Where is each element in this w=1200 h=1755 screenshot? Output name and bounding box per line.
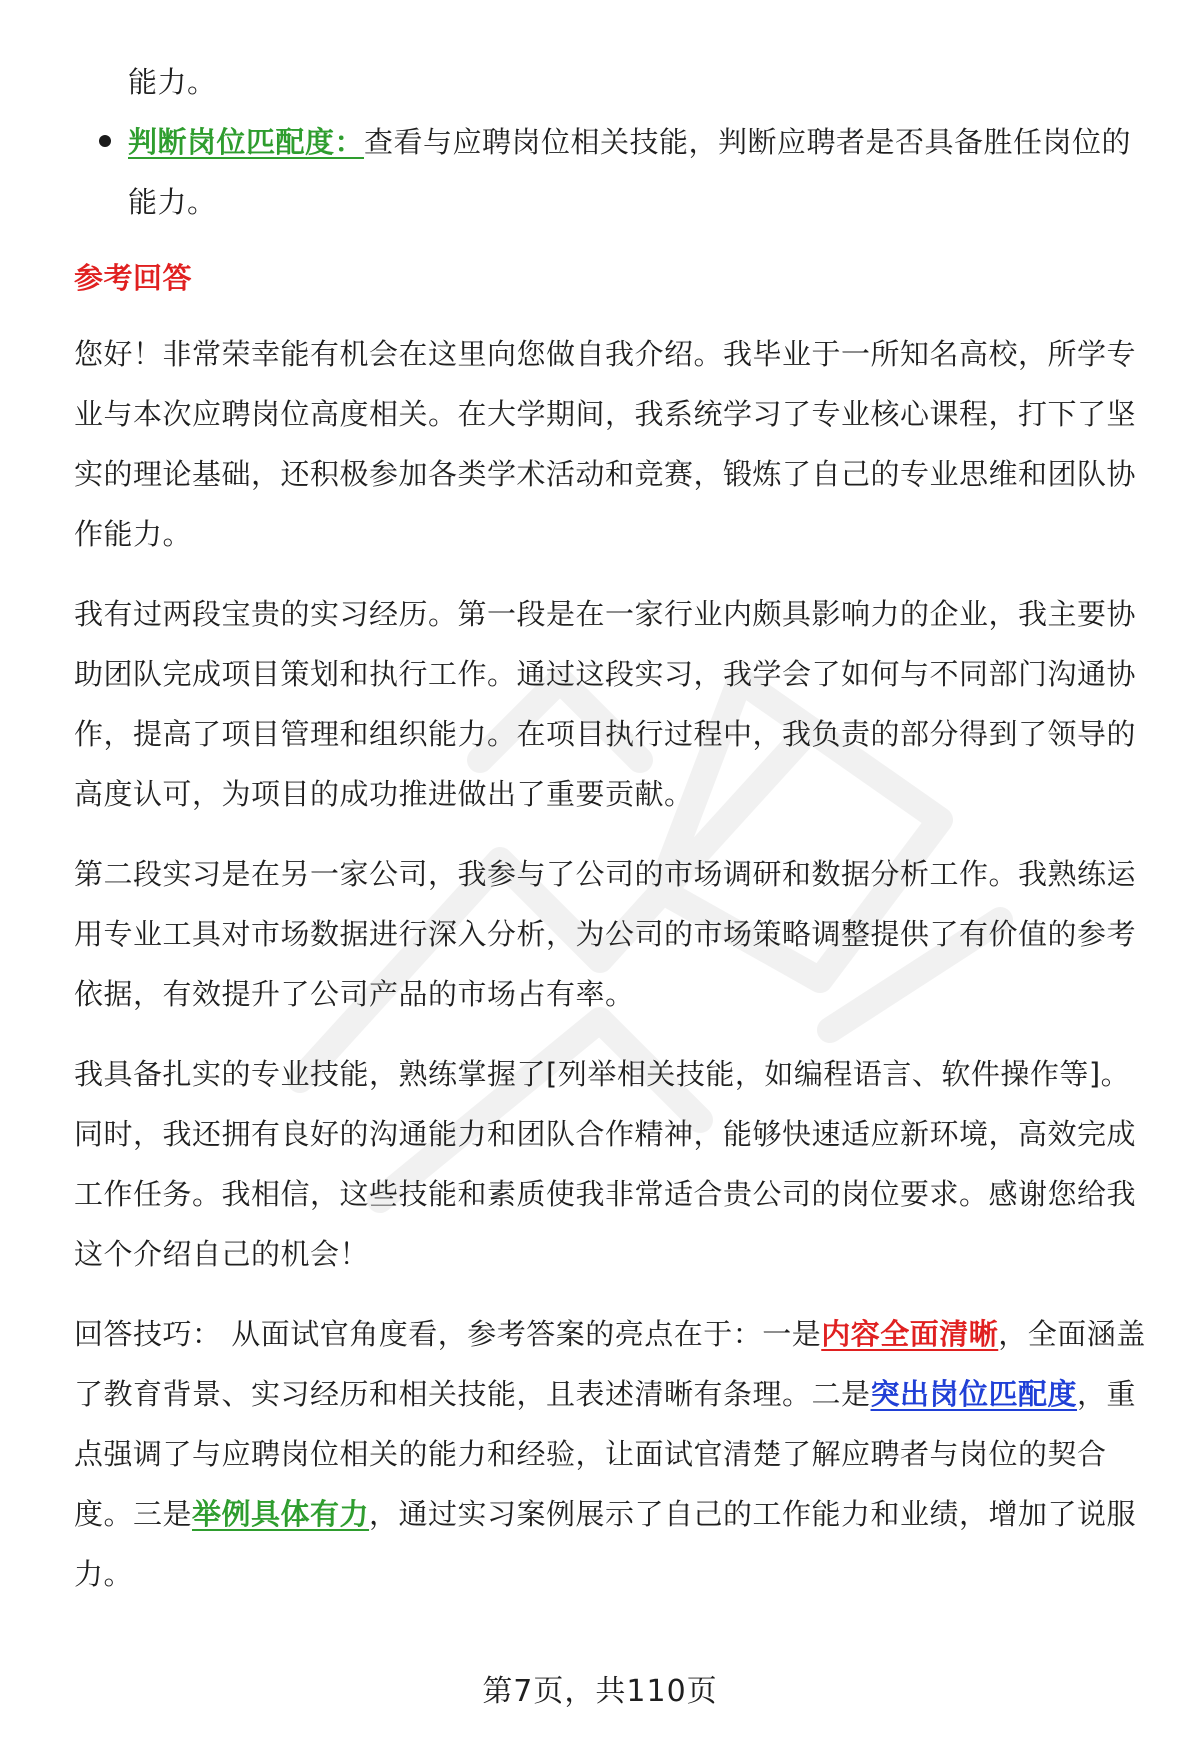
paragraph-1 bbox=[74, 324, 1154, 564]
paragraph-line: 同时，我还拥有良好的沟通能力和团队合作精神，能够快速适应新环境，高效完成 bbox=[74, 1117, 1137, 1151]
keyword-concrete-examples: 举例具体有力 bbox=[192, 1497, 370, 1531]
bullet-dot-icon bbox=[99, 135, 111, 147]
keyword-highlight-match: 突出岗位匹配度 bbox=[870, 1377, 1078, 1411]
paragraph-2 bbox=[74, 584, 1154, 824]
paragraph-line: 我具备扎实的专业技能，熟练掌握了[列举相关技能，如编程语言、软件操作等]。 bbox=[74, 1057, 1131, 1091]
paragraph-line: 第二段实习是在另一家公司，我参与了公司的市场调研和数据分析工作。我熟练运 bbox=[74, 857, 1137, 891]
paragraph-line: 业与本次应聘岗位高度相关。在大学期间，我系统学习了专业核心课程，打下了坚 bbox=[74, 397, 1137, 431]
page-number: 第7页，共110页 bbox=[482, 1674, 718, 1709]
paragraph-line: 这个介绍自己的机会！ bbox=[74, 1237, 370, 1271]
tips-text: ，重 bbox=[1077, 1377, 1137, 1411]
paragraph-line: 助团队完成项目策划和执行工作。通过这段实习，我学会了如何与不同部门沟通协 bbox=[74, 657, 1137, 691]
tips-text: ，全面涵盖 bbox=[998, 1317, 1146, 1351]
paragraph-line: 您好！非常荣幸能有机会在这里向您做自我介绍。我毕业于一所知名高校，所学专 bbox=[74, 337, 1137, 371]
paragraph-line: 作，提高了项目管理和组织能力。在项目执行过程中，我负责的部分得到了领导的 bbox=[74, 717, 1137, 751]
paragraph-line: 作能力。 bbox=[74, 517, 193, 551]
bullet-text: 查看与应聘岗位相关技能，判断应聘者是否具备胜任岗位的 bbox=[364, 125, 1132, 159]
paragraph-4 bbox=[74, 1044, 1154, 1284]
paragraph-line: 用专业工具对市场数据进行深入分析，为公司的市场策略调整提供了有价值的参考 bbox=[74, 917, 1137, 951]
paragraph-line: 实的理论基础，还积极参加各类学术活动和竞赛，锻炼了自己的专业思维和团队协 bbox=[74, 457, 1137, 491]
answer-tips bbox=[74, 1304, 1154, 1604]
paragraph-line: 工作任务。我相信，这些技能和素质使我非常适合贵公司的岗位要求。感谢您给我 bbox=[74, 1177, 1137, 1211]
tips-text: ，通过实习案例展示了自己的工作能力和业绩，增加了说服 bbox=[369, 1497, 1137, 1531]
keyword-content-clear: 内容全面清晰 bbox=[821, 1317, 999, 1351]
document-body bbox=[74, 52, 1154, 1604]
paragraph-3 bbox=[74, 844, 1154, 1024]
paragraph-line: 高度认可，为项目的成功推进做出了重要贡献。 bbox=[74, 777, 694, 811]
tips-text: 力。 bbox=[74, 1557, 134, 1591]
section-title: 参考回答 bbox=[74, 261, 193, 295]
bullet-item-match bbox=[74, 112, 1154, 232]
tips-text: 点强调了与应聘岗位相关的能力和经验，让面试官清楚了解应聘者与岗位的契合 bbox=[74, 1437, 1107, 1471]
paragraph-line: 我有过两段宝贵的实习经历。第一段是在一家行业内颇具影响力的企业，我主要协 bbox=[74, 597, 1137, 631]
bullet-text-cont: 能力。 bbox=[128, 185, 217, 219]
continued-text: 能力。 bbox=[128, 65, 217, 99]
keyword-match-degree: 判断岗位匹配度： bbox=[128, 125, 365, 159]
tips-text: 回答技巧： 从面试官角度看，参考答案的亮点在于：一是 bbox=[74, 1317, 822, 1351]
tips-text: 度。三是 bbox=[74, 1497, 193, 1531]
paragraph-line: 依据，有效提升了公司产品的市场占有率。 bbox=[74, 977, 635, 1011]
tips-text: 了教育背景、实习经历和相关技能，且表述清晰有条理。二是 bbox=[74, 1377, 871, 1411]
